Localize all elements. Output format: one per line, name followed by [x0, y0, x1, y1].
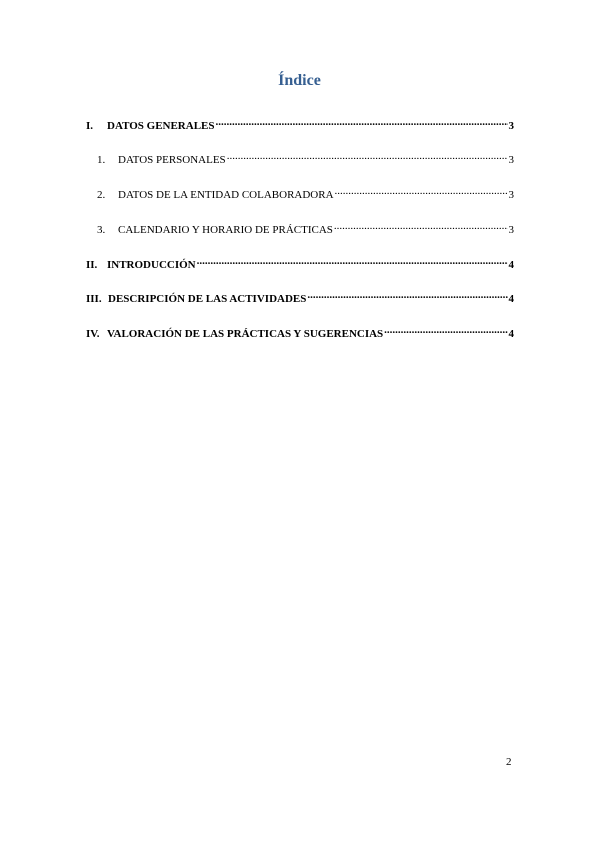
toc-entry-page: 3 — [508, 154, 514, 166]
toc-entry-page: 4 — [508, 259, 514, 271]
toc-dot-leader — [197, 254, 508, 268]
toc-entry-title: DESCRIPCIÓN DE LAS ACTIVIDADES — [108, 293, 307, 305]
toc-entry-title: CALENDARIO Y HORARIO DE PRÁCTICAS — [118, 224, 333, 236]
toc-entry-title: DATOS PERSONALES — [118, 154, 226, 166]
toc-entry-introduccion[interactable] — [86, 254, 514, 272]
toc-entry-title: INTRODUCCIÓN — [107, 259, 196, 271]
toc-dot-leader — [334, 219, 508, 233]
toc-entry-title: DATOS GENERALES — [107, 120, 215, 132]
toc-dot-leader — [227, 149, 508, 163]
toc-dot-leader — [335, 184, 508, 198]
toc-entry-page: 3 — [508, 189, 514, 201]
toc-entry-number: 3. — [97, 224, 106, 236]
toc-entry-number: IV. — [86, 328, 100, 340]
toc-entry-number: 1. — [97, 154, 106, 166]
page-number: 2 — [506, 756, 512, 768]
toc-entry-datos-personales[interactable] — [97, 149, 514, 167]
toc-entry-page: 3 — [508, 120, 514, 132]
toc-entry-page: 4 — [508, 293, 514, 305]
toc-entry-datos-generales[interactable] — [86, 115, 514, 133]
toc-entry-entidad-colaboradora[interactable] — [97, 184, 514, 202]
toc-entry-title: DATOS DE LA ENTIDAD COLABORADORA — [118, 189, 334, 201]
toc-entry-valoracion-practicas[interactable] — [86, 323, 514, 341]
toc-entry-number: II. — [86, 259, 98, 271]
toc-entry-number: 2. — [97, 189, 106, 201]
toc-entry-page: 3 — [508, 224, 514, 236]
toc-entry-page: 4 — [508, 328, 514, 340]
toc-dot-leader — [307, 288, 507, 302]
toc-entry-descripcion-actividades[interactable] — [86, 288, 514, 306]
toc-entry-title: VALORACIÓN DE LAS PRÁCTICAS Y SUGERENCIAS — [107, 328, 384, 340]
toc-entry-calendario-horario[interactable] — [97, 219, 514, 237]
page-title: Índice — [278, 72, 321, 89]
toc-dot-leader — [384, 323, 507, 337]
toc-entry-number: I. — [86, 120, 94, 132]
toc-dot-leader — [216, 115, 508, 129]
toc-entry-number: III. — [86, 293, 102, 305]
